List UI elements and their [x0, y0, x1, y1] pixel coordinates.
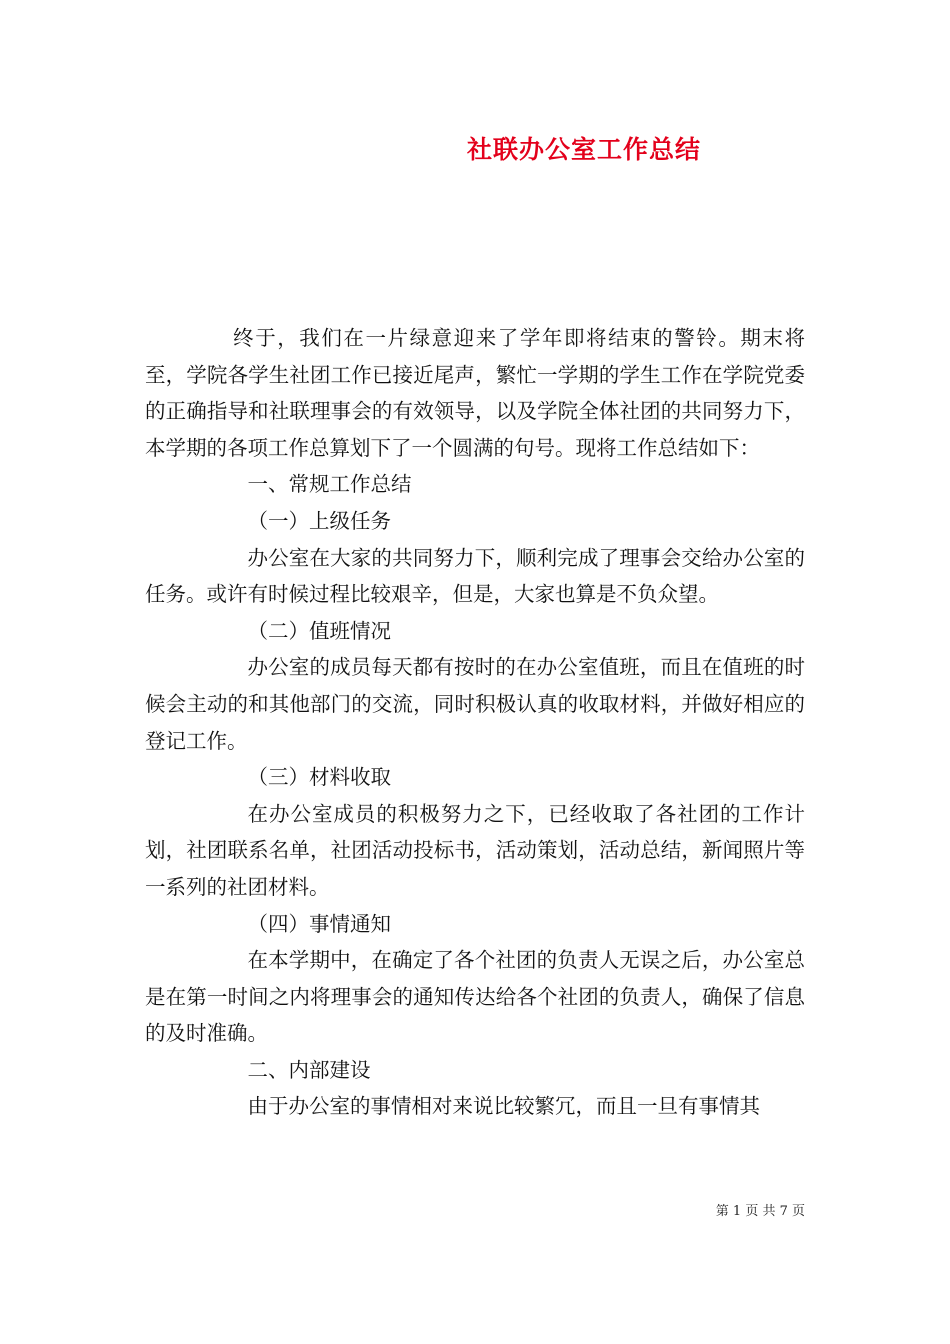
subsection-heading-notice: （四）事情通知 [247, 911, 391, 936]
document-body [145, 320, 805, 1125]
page-number-footer: 第 1 页 共 7 页 [715, 1204, 805, 1219]
subsection-heading-duty: （二）值班情况 [247, 618, 391, 643]
paragraph-intro: 终于，我们在一片绿意迎来了学年即将结束的警铃。期末将至，学院各学生社团工作已接近尾声，繁忙一学期的学生工作在学院党委的正确指导和社联理事会的有效领导，以及学院全体社团的共同努力下，本学期的各项工作总算划下了一个圆满的句号。现将工作总结如下： [145, 326, 805, 460]
paragraph-internal: 由于办公室的事情相对来说比较繁冗，而且一旦有事情其 [247, 1094, 760, 1119]
paragraph-materials: 在办公室成员的积极努力之下，已经收取了各社团的工作计划，社团联系名单，社团活动投标书，活动策划，活动总结，新闻照片等一系列的社团材料。 [145, 801, 805, 899]
paragraph-notice: 在本学期中，在确定了各个社团的负责人无误之后，办公室总是在第一时间之内将理事会的通知传达给各个社团的负责人，确保了信息的及时准确。 [145, 948, 805, 1046]
paragraph-tasks: 办公室在大家的共同努力下，顺利完成了理事会交给办公室的任务。或许有时候过程比较艰辛，但是，大家也算是不负众望。 [145, 545, 805, 607]
paragraph-duty: 办公室的成员每天都有按时的在办公室值班，而且在值班的时候会主动的和其他部门的交流，同时积极认真的收取材料，并做好相应的登记工作。 [145, 655, 805, 753]
document-title: 社联办公室工作总结 [466, 135, 701, 164]
section-heading-routine: 一、常规工作总结 [247, 472, 412, 497]
subsection-heading-materials: （三）材料收取 [247, 765, 391, 790]
subsection-heading-tasks: （一）上级任务 [247, 508, 391, 533]
section-heading-internal: 二、内部建设 [247, 1057, 371, 1082]
